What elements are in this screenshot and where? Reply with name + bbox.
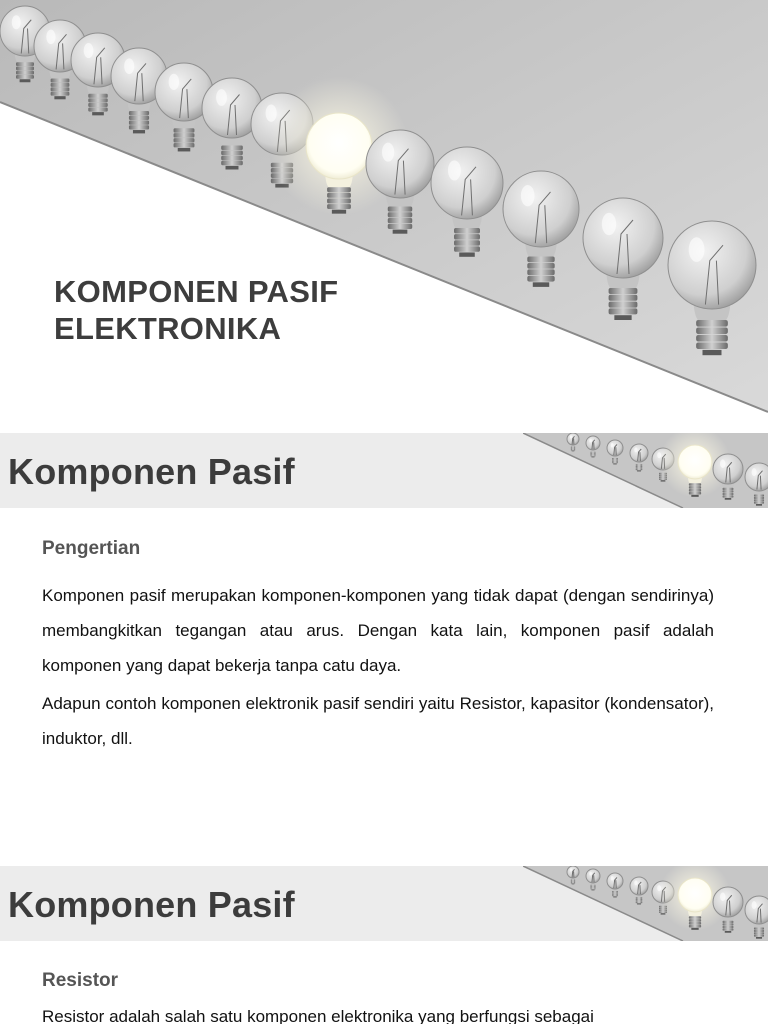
- header-band: [0, 433, 768, 508]
- paragraph-1: Resistor adalah salah satu komponen elektronika yang berfungsi sebagai: [42, 1007, 594, 1024]
- paragraph-1: Komponen pasif merupakan komponen-komponen yang tidak dapat (dengan sendirinya) membangkitkan tegangan atau arus. Dengan kata lain, komponen pasif adalah komponen yang dapat bekerja tanpa catu daya.: [42, 586, 714, 675]
- title-line-2: ELEKTRONIKA: [54, 311, 282, 346]
- paragraph-2: Adapun contoh komponen elektronik pasif sendiri yaitu Resistor, kapasitor (kondensator), induktor, dll.: [42, 694, 714, 748]
- bulbs-background: [0, 0, 768, 426]
- header-band: [0, 866, 768, 941]
- title-line-1: KOMPONEN PASIF: [54, 274, 339, 309]
- slide-title: [54, 273, 338, 347]
- header-title: Komponen Pasif: [8, 884, 295, 925]
- title-slide: [0, 0, 768, 426]
- subheading: Pengertian: [42, 538, 141, 559]
- subheading: Resistor: [42, 970, 119, 991]
- header-bulbs-image: [523, 866, 768, 941]
- content-slide-resistor: [0, 866, 768, 1024]
- header-title: Komponen Pasif: [8, 451, 295, 492]
- content-slide-pengertian: [0, 433, 768, 858]
- header-bulbs-image: [523, 433, 768, 508]
